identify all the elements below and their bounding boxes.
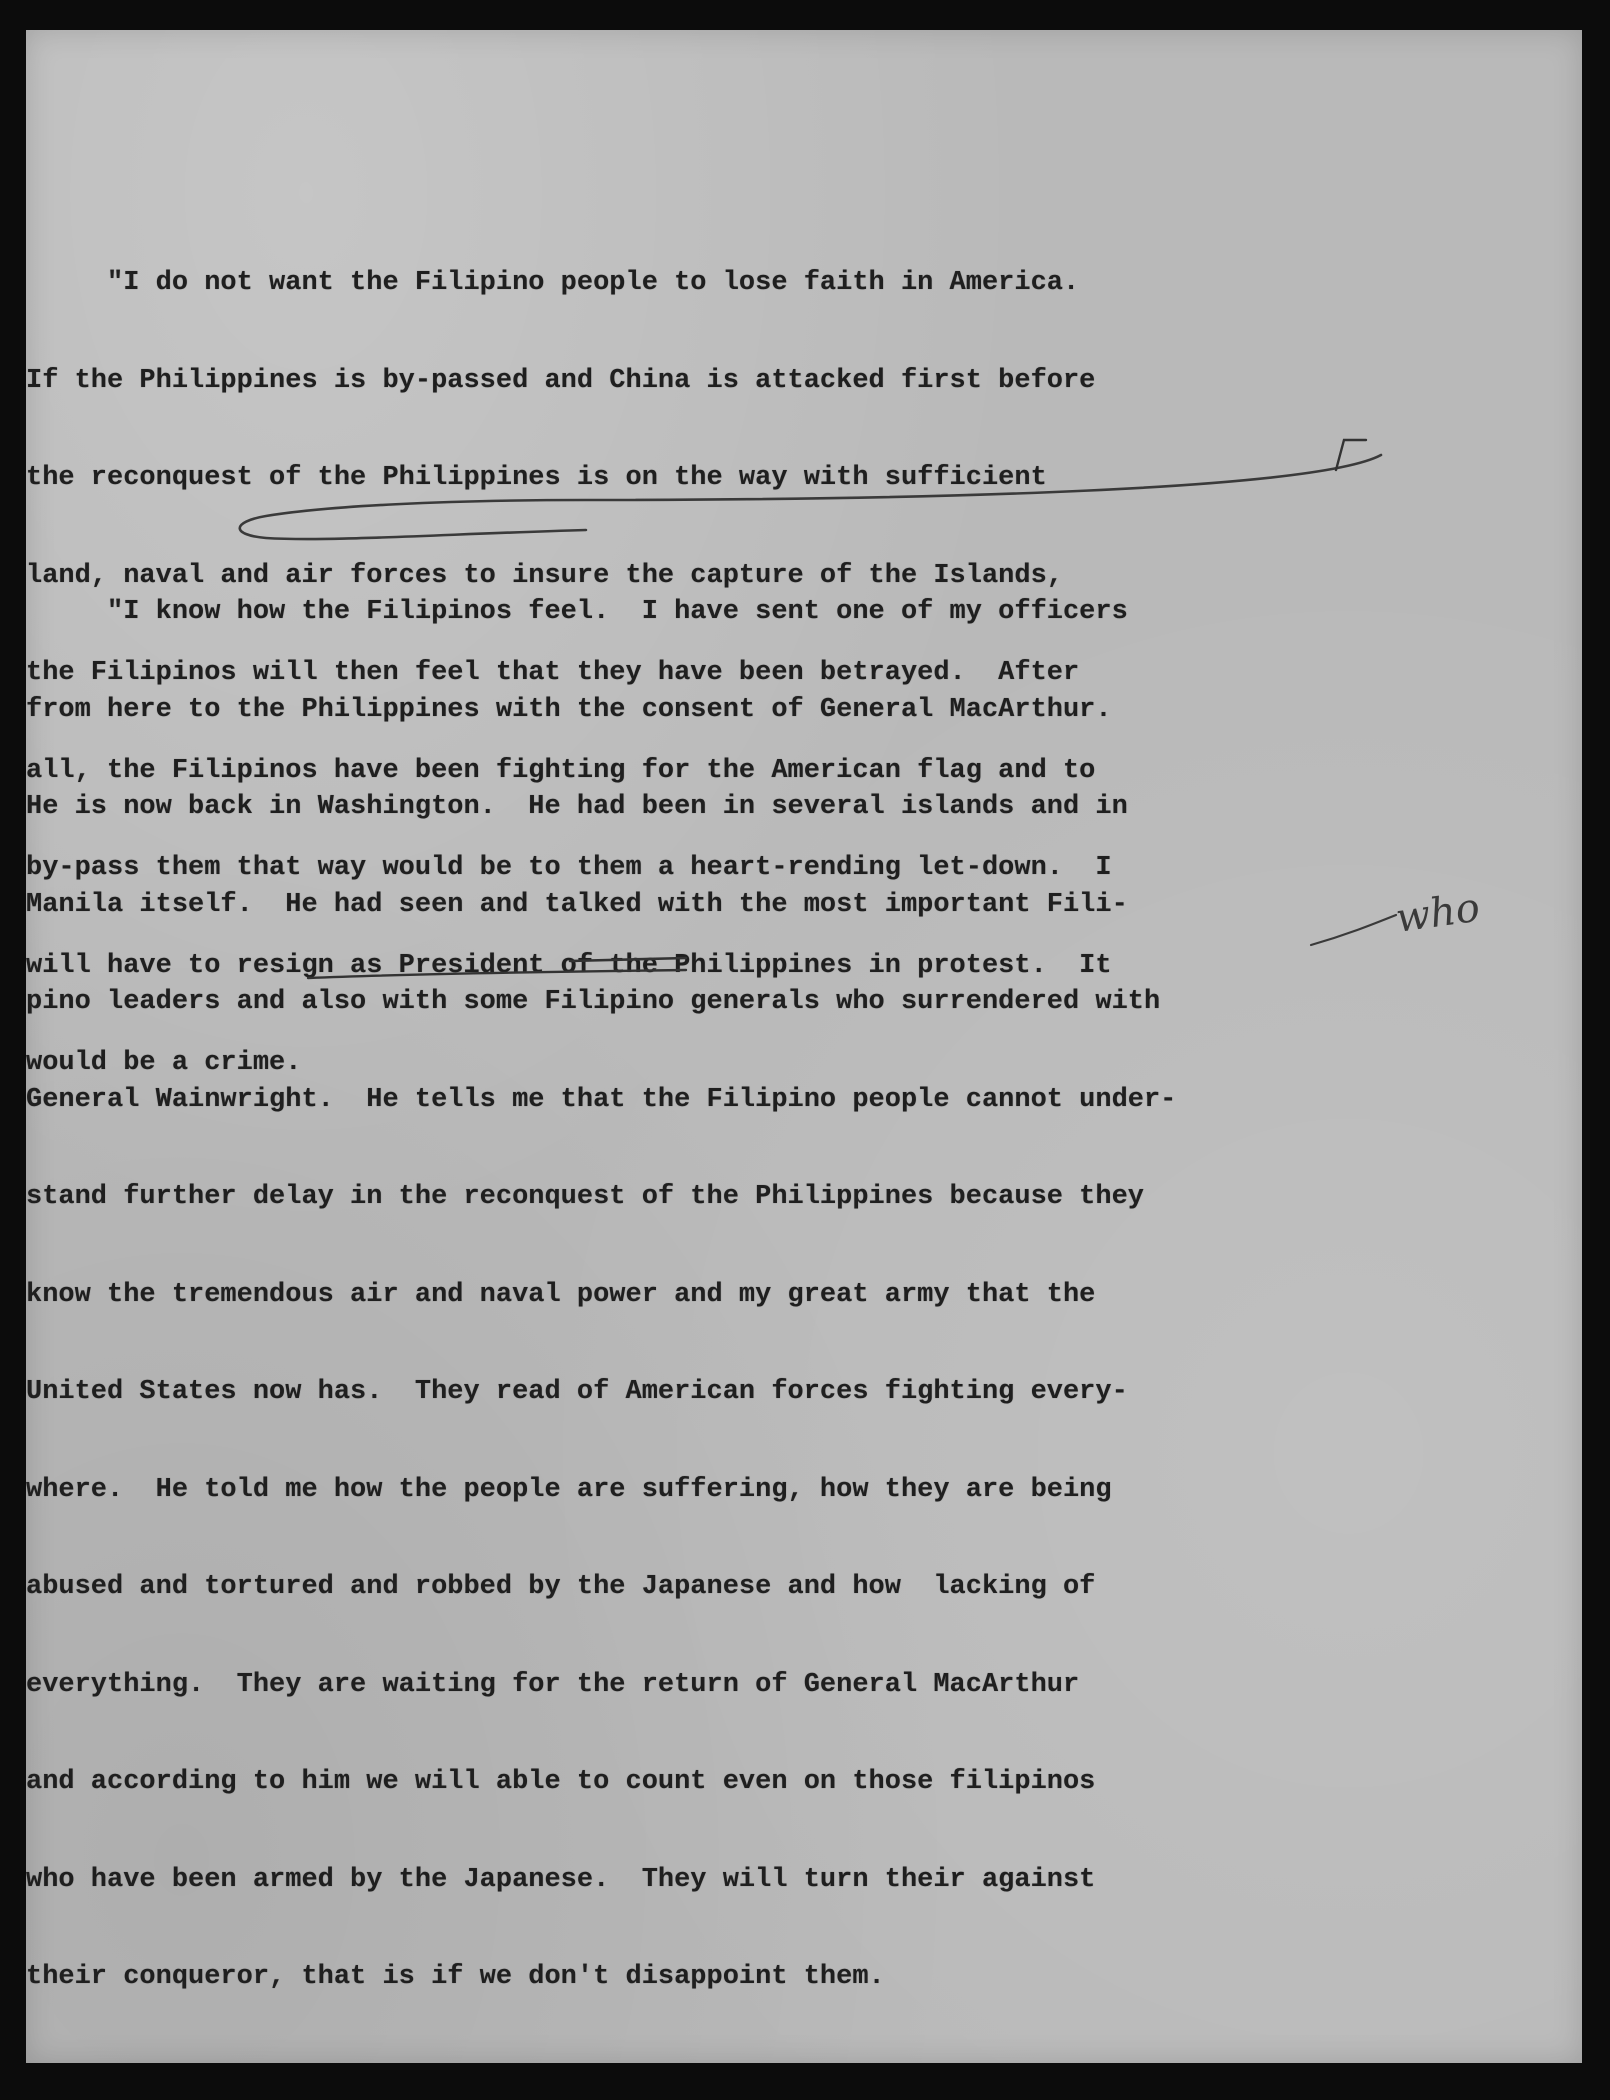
- text-line: United States now has. They read of American forces fighting every-: [26, 1377, 1128, 1407]
- text-line: Manila itself. He had seen and talked with the most important Fili-: [26, 889, 1128, 920]
- text-line: by-pass them that way would be to them a heart-rending let-down. I: [26, 853, 1112, 883]
- text-line: where. He told me how the people are suffering, how they are being: [26, 1474, 1112, 1505]
- text-line: would be a crime.: [26, 1048, 302, 1078]
- text-line: General Wainwright. He tells me that the Filipino people cannot under-: [26, 1084, 1177, 1115]
- text-line: abused and tortured and robbed by the Japanese and how lacking of: [26, 1572, 1096, 1602]
- text-line: "I do not want the Filipino people to lose faith in America.: [26, 268, 1080, 298]
- text-line: will have to resign as President of the Philippines in protest. It: [26, 950, 1112, 981]
- handwritten-margin-note: who: [1392, 884, 1483, 942]
- document-page: [26, 30, 1582, 2063]
- text-line: the reconquest of the Philippines is on the way with sufficient: [26, 463, 1047, 493]
- text-line: their conqueror, that is if we don't disappoint them.: [26, 1962, 885, 1992]
- text-line: all, the Filipinos have been fighting for the American flag and to: [26, 755, 1096, 786]
- text-line: stand further delay in the reconquest of the Philippines because they: [26, 1182, 1144, 1212]
- text-line: If the Philippines is by-passed and China is attacked first before: [26, 365, 1096, 396]
- text-line: "I know how the Filipinos feel. I have sent one of my officers: [26, 597, 1128, 627]
- text-line: and according to him we will able to count even on those filipinos: [26, 1767, 1096, 1797]
- text-line: everything. They are waiting for the return of General MacArthur: [26, 1669, 1080, 1700]
- text-line: He is now back in Washington. He had been in several islands and in: [26, 792, 1128, 822]
- text-line: from here to the Philippines with the consent of General MacArthur.: [26, 694, 1112, 725]
- text-line: land, naval and air forces to insure the capture of the Islands,: [26, 560, 1063, 591]
- paragraph-2: [26, 531, 1582, 2059]
- text-line: who have been armed by the Japanese. They will turn their against: [26, 1864, 1096, 1895]
- text-line: pino leaders and also with some Filipino generals who surrendered with: [26, 987, 1161, 1017]
- text-line: know the tremendous air and naval power and my great army that the: [26, 1279, 1096, 1310]
- text-line: the Filipinos will then feel that they have been betrayed. After: [26, 658, 1080, 688]
